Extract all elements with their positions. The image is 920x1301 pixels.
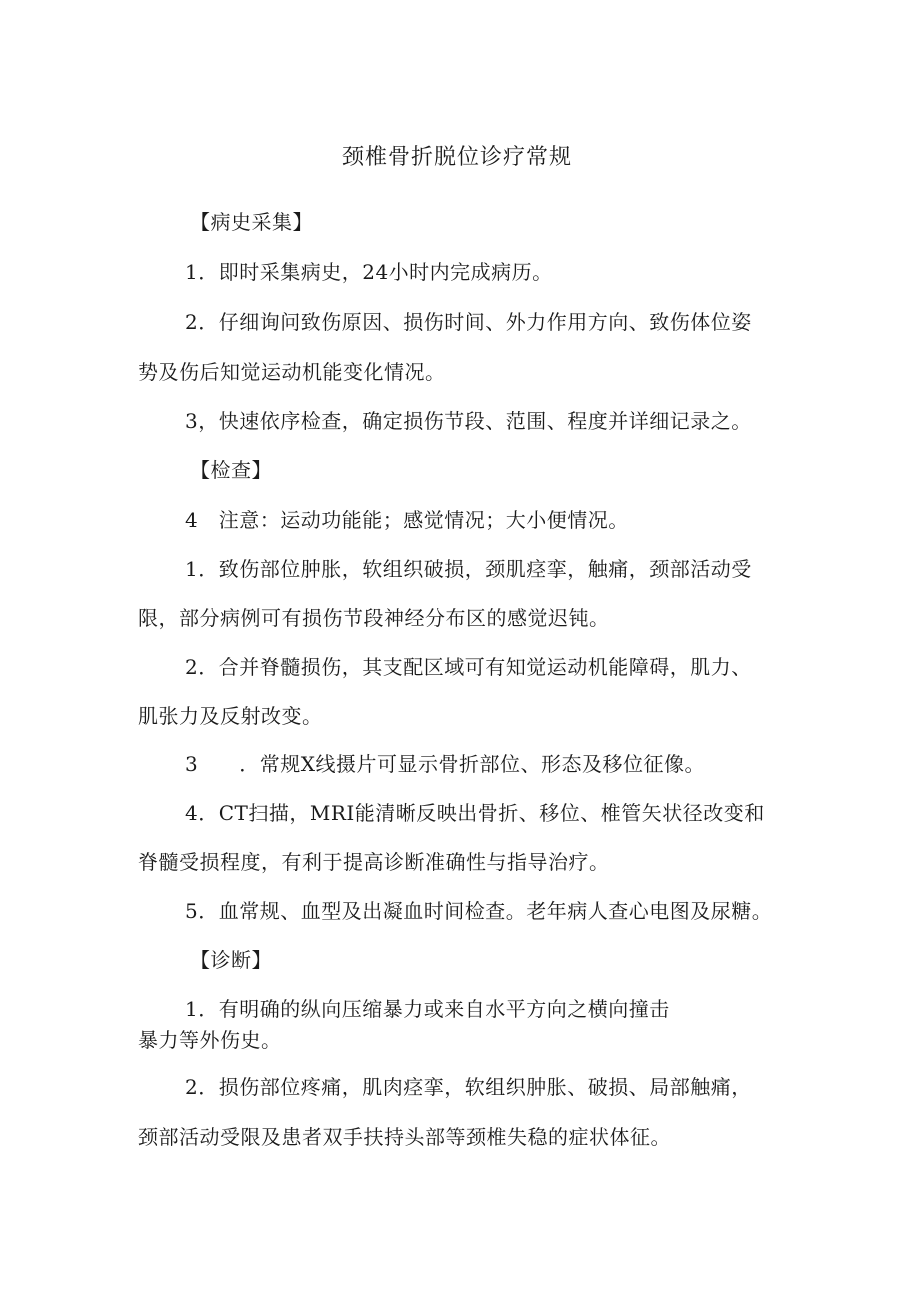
exam-item-2-line-1: 2．合并脊髓损伤，其支配区域可有知觉运动机能障碍，肌力、	[185, 655, 752, 679]
diagnosis-item-1-line-2: 暴力等外伤史。	[138, 1028, 282, 1052]
section-heading-exam: 【检查】	[190, 458, 272, 482]
diagnosis-item-2-line-2: 颈部活动受限及患者双手扶持头部等颈椎失稳的症状体征。	[138, 1125, 671, 1149]
exam-item-1-line-2: 限，部分病例可有损伤节段神经分布区的感觉迟钝。	[138, 606, 610, 630]
history-item-1: 1．即时采集病史，24小时内完成病历。	[185, 260, 553, 284]
exam-item-5: 5．血常规、血型及出凝血时间检查。老年病人查心电图及尿糖。	[185, 899, 773, 923]
page-title: 颈椎骨折脱位诊疗常规	[342, 145, 573, 170]
history-item-2-line-2: 势及伤后知觉运动机能变化情况。	[138, 360, 446, 384]
exam-item-4-line-1: 4．CT扫描，MRI能清晰反映出骨折、移位、椎管矢状径改变和	[185, 801, 765, 825]
diagnosis-item-1-line-1: 1．有明确的纵向压缩暴力或来自水平方向之横向撞击	[185, 997, 670, 1021]
exam-item-4-line-2: 脊髓受损程度，有利于提高诊断准确性与指导治疗。	[138, 850, 610, 874]
exam-item-3: 3 ．常规X线摄片可显示骨折部位、形态及移位征像。	[185, 752, 705, 776]
history-item-3: 3，快速依序检查，确定损伤节段、范围、程度并详细记录之。	[185, 409, 752, 433]
exam-item-2-line-2: 肌张力及反射改变。	[138, 704, 323, 728]
exam-note: 4 注意：运动功能能；感觉情况；大小便情况。	[185, 508, 629, 532]
history-item-2-line-1: 2．仔细询问致伤原因、损伤时间、外力作用方向、致伤体位姿	[185, 310, 752, 334]
exam-item-1-line-1: 1．致伤部位肿胀，软组织破损，颈肌痉挛，触痛，颈部活动受	[185, 557, 752, 581]
section-heading-history: 【病史采集】	[190, 210, 313, 234]
diagnosis-item-2-line-1: 2．损伤部位疼痛，肌肉痉挛，软组织肿胀、破损、局部触痛，	[185, 1075, 752, 1099]
section-heading-diagnosis: 【诊断】	[190, 948, 272, 972]
